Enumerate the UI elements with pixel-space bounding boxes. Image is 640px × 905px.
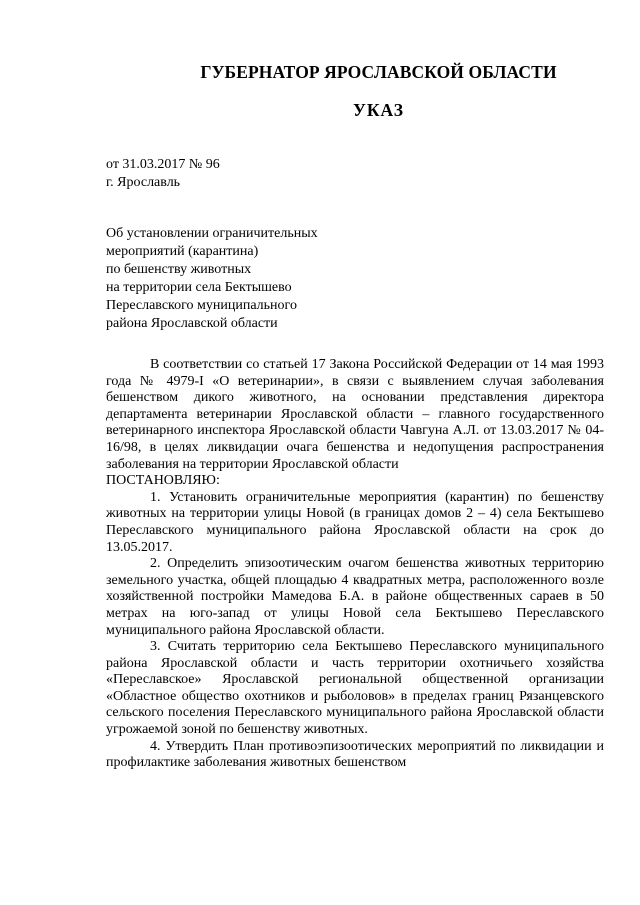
authority-heading: ГУБЕРНАТОР ЯРОСЛАВСКОЙ ОБЛАСТИ: [200, 62, 557, 82]
subject-line: Об установлении ограничительных: [106, 226, 318, 241]
decree-word: ПОСТАНОВЛЯЮ:: [106, 473, 220, 489]
subject-line: по бешенству животных: [106, 262, 252, 277]
document-place: г. Ярославль: [106, 175, 181, 190]
document-subject: [106, 225, 318, 333]
decree-item: 2. Определить эпизоотическим очагом бешенства животных территорию земельного участка, общей площадью 4 квадратных метра, расположенного возле хозяйственной постройки Мамедова Б.А. в районе общественных сараев в 50 метрах на юго-запад от улицы Новой села Бектышево Переславского муниципального района Ярославской области.: [106, 556, 604, 638]
subject-line: мероприятий (карантина): [106, 244, 259, 259]
preamble-paragraph: В соответствии со статьей 17 Закона Российской Федерации от 14 мая 1993 года № 4979-I «О ветеринарии», в связи с выявлением случая заболевания бешенством дикого животного, на основании представления директора департамента ветеринарии Ярославской области – главного государственного ветеринарного инспектора Ярославской области Чавгуна А.Л. от 13.03.2017 № 04-16/98, в целях ликвидации очага бешенства и недопущения распространения заболевания на территории Ярославской области: [106, 357, 604, 472]
decree-item: 4. Утвердить План противоэпизоотических мероприятий по ликвидации и профилактике заболевания животных бешенством: [106, 738, 604, 771]
decree-item: 3. Считать территорию села Бектышево Переславского муниципального района Ярославской области и часть территории охотничьего хозяйства «Переславское» Ярославской региональной общественной организации «Областное общество охотников и рыболовов» в пределах границ Рязанцевского сельского поселения Переславского муниципального района Ярославской области угрожаемой зоной по бешенству животных.: [106, 639, 604, 738]
document-date-number: от 31.03.2017 № 96: [106, 157, 220, 172]
document-body: [106, 357, 604, 772]
subject-line: Переславского муниципального: [106, 298, 297, 313]
document-type-heading: УКАЗ: [353, 100, 404, 120]
decree-item: 1. Установить ограничительные мероприятия (карантин) по бешенству животных на территории улицы Новой (в границах домов 2 – 4) села Бектышево Переславского муниципального района Ярославской области на срок до 13.05.2017.: [106, 489, 604, 555]
subject-line: на территории села Бектышево: [106, 280, 292, 295]
subject-line: района Ярославской области: [106, 316, 278, 331]
